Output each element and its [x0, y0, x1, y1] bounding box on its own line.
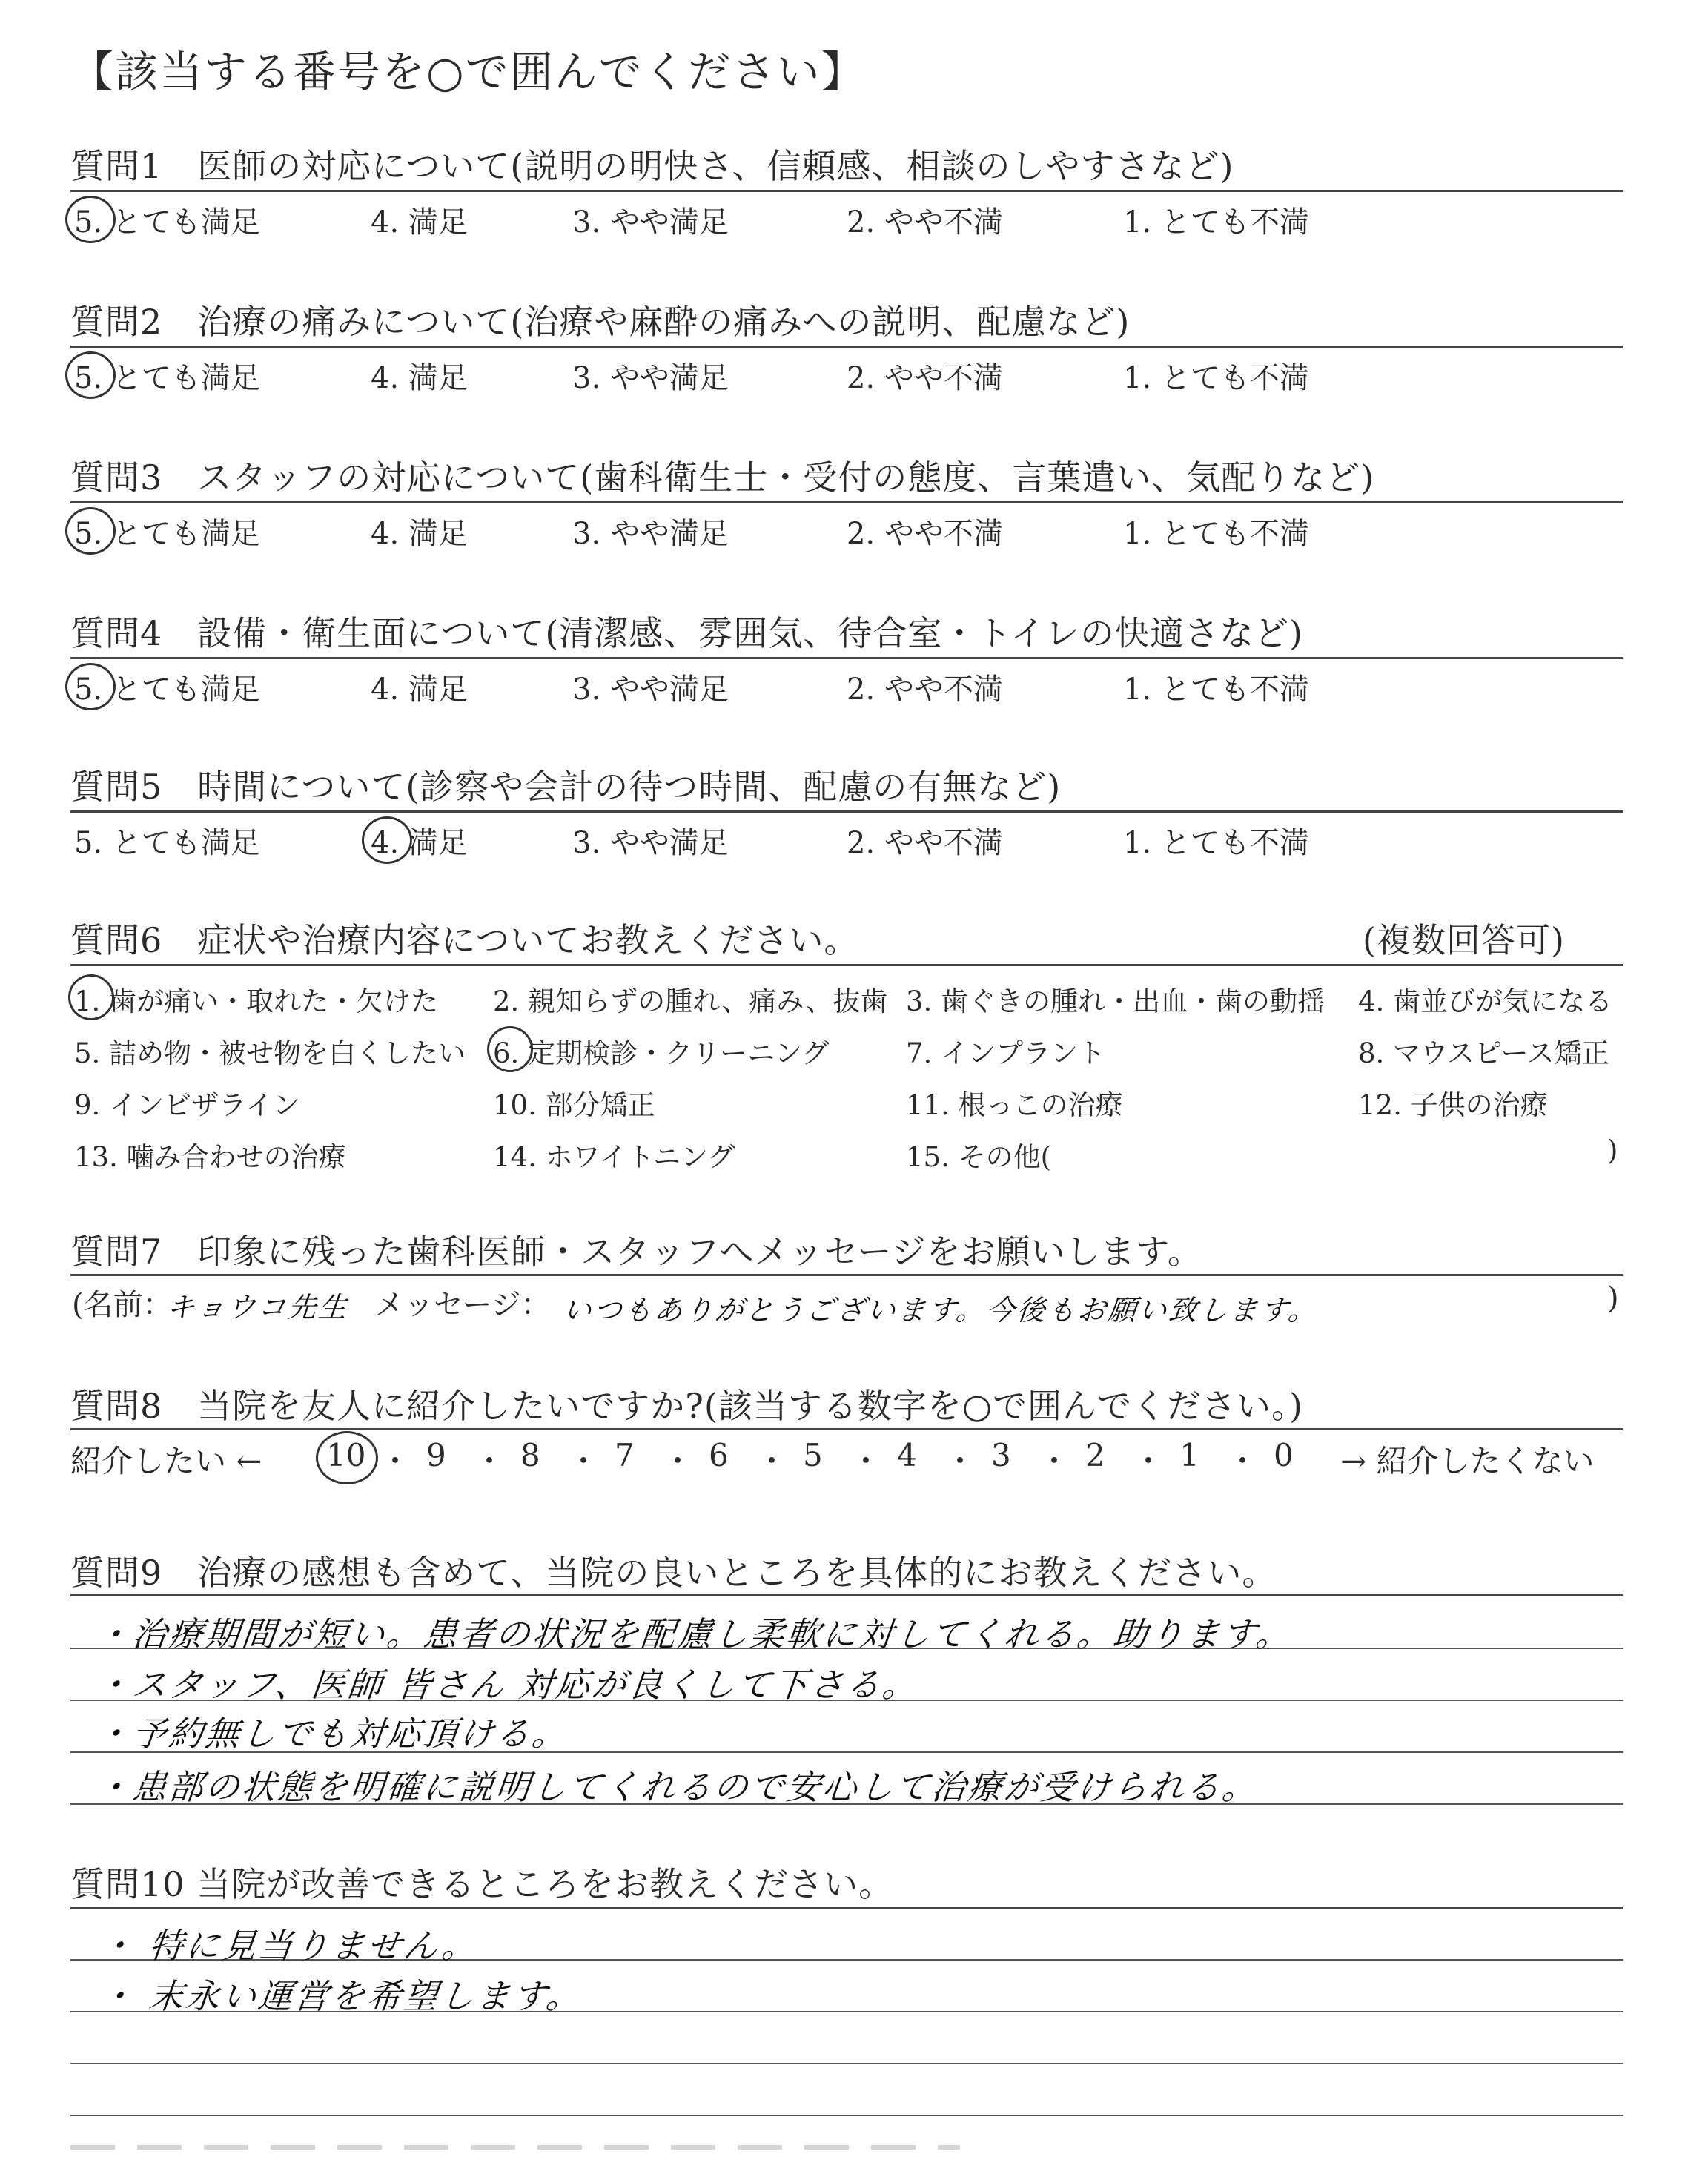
q8-scale-3[interactable]: 3 — [991, 1437, 1011, 1473]
q8-right-label: → 紹介したくない — [1340, 1443, 1595, 1479]
q8-scale-2[interactable]: 2 — [1085, 1437, 1105, 1473]
q8-scale-7[interactable]: 7 — [615, 1437, 635, 1473]
q6-option-5[interactable]: 5. 詰め物・被せ物を白くしたい — [74, 1037, 466, 1069]
q5-rule — [70, 810, 1623, 813]
q8-scale-6[interactable]: 6 — [709, 1437, 729, 1473]
q4-option-3[interactable]: 3. やや満足 — [572, 673, 729, 707]
q3-rule — [70, 501, 1623, 503]
q8-scale-separator: ・ — [1039, 1443, 1070, 1479]
q6-other-close: ) — [1607, 1135, 1618, 1166]
q7-label: 質問7 印象に残った歯科医師・スタッフへメッセージをお願いします。 — [70, 1232, 1202, 1272]
q8-scale-separator: ・ — [662, 1443, 694, 1479]
q5-label: 質問5 時間について(診察や会計の待つ時間、配慮の有無など) — [70, 767, 1062, 807]
q9-answer-3[interactable]: ・予約無しでも対応頂ける。 — [93, 1714, 571, 1754]
q2-option-1[interactable]: 1. とても不満 — [1123, 361, 1309, 395]
q8-label: 質問8 当院を友人に紹介したいですか?(該当する数字を○で囲んでください。) — [70, 1386, 1303, 1426]
q5-option-4[interactable]: 4. 満足 — [371, 826, 468, 860]
q10-answer-1[interactable]: ・ 特に見当りません。 — [97, 1926, 480, 1966]
q1-rule — [70, 190, 1623, 192]
q2-option-3[interactable]: 3. やや満足 — [572, 361, 729, 395]
q6-option-9[interactable]: 9. インビザライン — [74, 1089, 300, 1121]
q5-option-3[interactable]: 3. やや満足 — [572, 826, 729, 860]
q6-note: (複数回答可) — [1363, 920, 1565, 960]
q6-option-12[interactable]: 12. 子供の治療 — [1358, 1089, 1548, 1121]
q10-rule — [70, 1907, 1623, 1909]
q5-selected-circle — [362, 816, 412, 864]
q8-scale-10[interactable]: 10 — [326, 1437, 366, 1473]
q8-scale-0[interactable]: 0 — [1274, 1437, 1294, 1473]
q8-scale-separator: ・ — [568, 1443, 600, 1479]
q5-option-5[interactable]: 5. とても満足 — [74, 826, 260, 860]
q7-message-value[interactable]: いつもありがとうございます。今後もお願い致します。 — [561, 1294, 1320, 1327]
q4-rule — [70, 657, 1623, 659]
q8-selected-circle — [316, 1431, 378, 1484]
q2-selected-circle — [65, 351, 116, 399]
q3-option-5[interactable]: 5. とても満足 — [74, 517, 260, 551]
q2-option-4[interactable]: 4. 満足 — [371, 361, 468, 395]
q6-option-1[interactable]: 1. 歯が痛い・取れた・欠けた — [74, 985, 439, 1017]
q5-option-1[interactable]: 1. とても不満 — [1123, 826, 1309, 860]
q1-option-3[interactable]: 3. やや満足 — [572, 205, 729, 240]
q8-scale-8[interactable]: 8 — [520, 1437, 540, 1473]
q5-option-2[interactable]: 2. やや不満 — [847, 826, 1003, 860]
q4-option-4[interactable]: 4. 満足 — [371, 673, 468, 707]
q6-label: 質問6 症状や治療内容についてお教えください。 — [70, 920, 859, 960]
q9-answer-2[interactable]: ・スタッフ、医師 皆さん 対応が良くして下さる。 — [93, 1665, 921, 1705]
form-title: 【該当する番号を○で囲んでください】 — [70, 47, 866, 97]
q6-option-8[interactable]: 8. マウスピース矯正 — [1358, 1037, 1609, 1069]
q6-selected-circle — [68, 974, 114, 1020]
q6-rule — [70, 964, 1623, 966]
q6-option-4[interactable]: 4. 歯並びが気になる — [1358, 985, 1613, 1017]
q4-option-2[interactable]: 2. やや不満 — [847, 673, 1003, 707]
q8-scale-separator: ・ — [380, 1443, 411, 1479]
q1-option-5[interactable]: 5. とても満足 — [74, 205, 260, 240]
q3-option-4[interactable]: 4. 満足 — [371, 517, 468, 551]
q7-close: ) — [1607, 1281, 1619, 1315]
q8-left-label: 紹介したい ← — [70, 1443, 262, 1479]
q8-scale-9[interactable]: 9 — [426, 1437, 446, 1473]
q7-name-value[interactable]: キョウコ先生 — [165, 1291, 351, 1324]
q2-rule — [70, 346, 1623, 348]
q10-label: 質問10 当院が改善できるところをお教えください。 — [70, 1864, 894, 1904]
q9-label: 質問9 治療の感想も含めて、当院の良いところを具体的にお教えください。 — [70, 1553, 1277, 1593]
q3-option-2[interactable]: 2. やや不満 — [847, 517, 1003, 551]
q2-option-2[interactable]: 2. やや不満 — [847, 361, 1003, 395]
q8-scale-separator: ・ — [1133, 1443, 1165, 1479]
q8-scale-separator: ・ — [474, 1443, 506, 1479]
q4-selected-circle — [65, 663, 116, 710]
q7-rule — [70, 1274, 1623, 1276]
q9-answer-1[interactable]: ・治療期間が短い。患者の状況を配慮し柔軟に対してくれる。助ります。 — [93, 1614, 1294, 1654]
q8-scale-1[interactable]: 1 — [1179, 1437, 1199, 1473]
q3-option-1[interactable]: 1. とても不満 — [1123, 517, 1309, 551]
q4-label: 質問4 設備・衛生面について(清潔感、雰囲気、待合室・トイレの快適さなど) — [70, 613, 1303, 653]
q8-scale-4[interactable]: 4 — [897, 1437, 917, 1473]
q1-option-1[interactable]: 1. とても不満 — [1123, 205, 1309, 240]
q6-option-13[interactable]: 13. 噛み合わせの治療 — [74, 1141, 346, 1173]
q6-option-14[interactable]: 14. ホワイトニング — [493, 1141, 735, 1173]
q7-message-label: メッセージ： — [374, 1288, 551, 1322]
q2-option-5[interactable]: 5. とても満足 — [74, 361, 260, 395]
q1-option-4[interactable]: 4. 満足 — [371, 205, 468, 240]
q2-label: 質問2 治療の痛みについて(治療や麻酔の痛みへの説明、配慮など) — [70, 302, 1131, 342]
q8-scale-separator: ・ — [1227, 1443, 1259, 1479]
q6-option-10[interactable]: 10. 部分矯正 — [493, 1089, 655, 1121]
q8-scale-separator: ・ — [850, 1443, 882, 1479]
q9-rule — [70, 1594, 1623, 1596]
q1-option-2[interactable]: 2. やや不満 — [847, 205, 1003, 240]
q3-option-3[interactable]: 3. やや満足 — [572, 517, 729, 551]
q6-option-6[interactable]: 6. 定期検診・クリーニング — [493, 1037, 830, 1069]
q10-answer-2[interactable]: ・ 末永い運営を希望します。 — [97, 1976, 585, 2016]
q3-selected-circle — [65, 507, 116, 555]
q10-line-4 — [70, 2115, 1623, 2116]
q8-scale-separator: ・ — [944, 1443, 976, 1479]
q8-scale-5[interactable]: 5 — [803, 1437, 823, 1473]
q6-option-11[interactable]: 11. 根っこの治療 — [906, 1089, 1123, 1121]
q6-option-3[interactable]: 3. 歯ぐきの腫れ・出血・歯の動揺 — [906, 985, 1325, 1017]
q3-label: 質問3 スタッフの対応について(歯科衛生士・受付の態度、言葉遣い、気配りなど) — [70, 458, 1375, 498]
q8-scale-separator: ・ — [756, 1443, 788, 1479]
q6-option-15[interactable]: 15. その他( — [906, 1141, 1052, 1173]
cut-off-footer-text — [70, 2145, 960, 2150]
q9-answer-4[interactable]: ・患部の状態を明確に説明してくれるので安心して治療が受けられる。 — [93, 1767, 1261, 1807]
q6-option-2[interactable]: 2. 親知らずの腫れ、痛み、抜歯 — [493, 985, 888, 1017]
q6-selected-circle — [487, 1026, 533, 1072]
q4-option-5[interactable]: 5. とても満足 — [74, 673, 260, 707]
q8-rule — [70, 1428, 1623, 1430]
q7-name-prefix: (名前： — [72, 1288, 173, 1322]
q10-line-3 — [70, 2063, 1623, 2064]
q6-option-7[interactable]: 7. インプラント — [906, 1037, 1106, 1069]
q1-selected-circle — [65, 196, 116, 243]
q4-option-1[interactable]: 1. とても不満 — [1123, 673, 1309, 707]
q1-label: 質問1 医師の対応について(説明の明快さ、信頼感、相談のしやすさなど) — [70, 146, 1234, 186]
